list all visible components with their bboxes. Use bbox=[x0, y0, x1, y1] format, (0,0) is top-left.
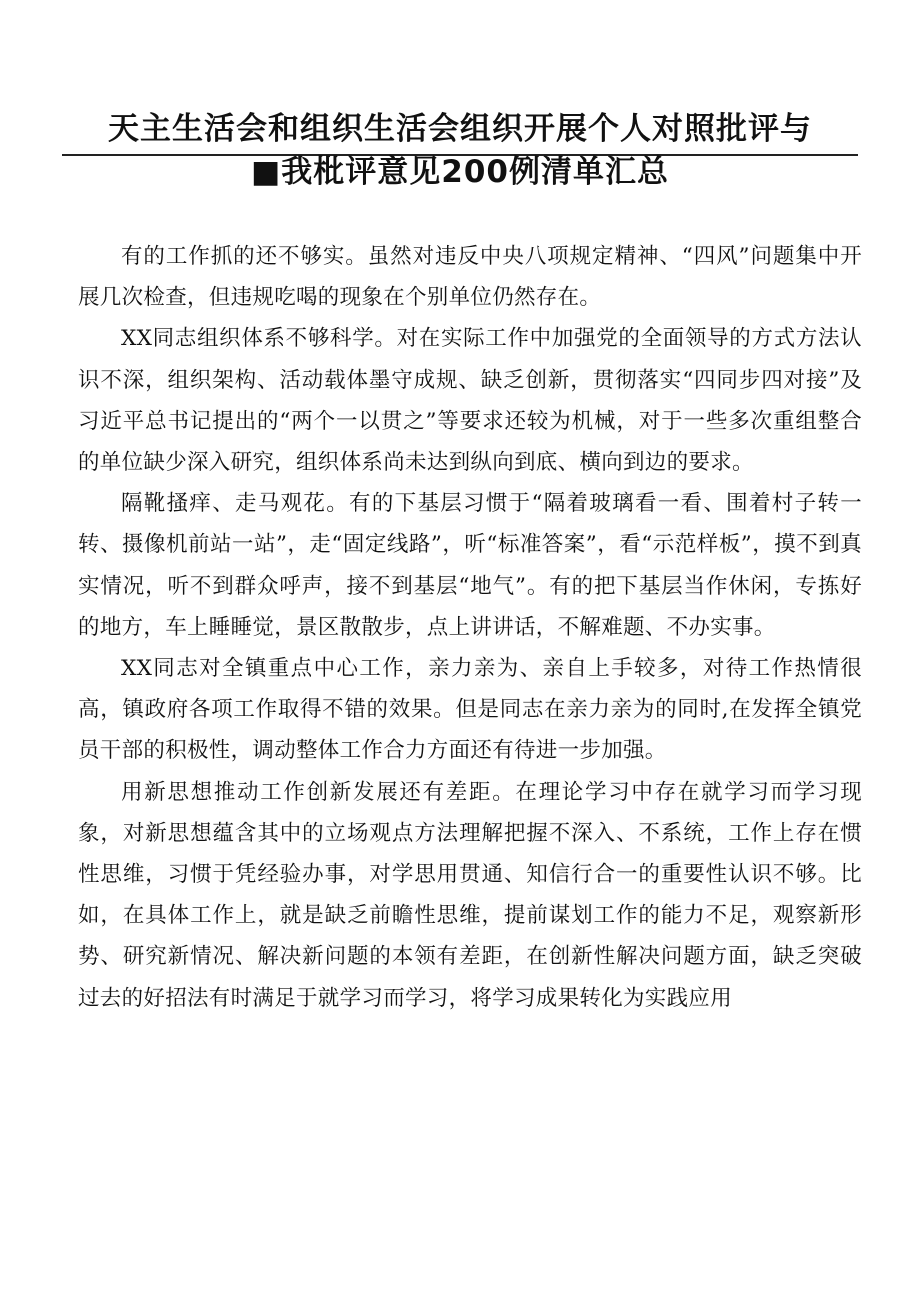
paragraph-5: 用新思想推动工作创新发展还有差距。在理论学习中存在就学习而学习现象，对新思想蕴含其中的立场观点方法理解把握不深入、不系统，工作上存在惯性思维，习惯于凭经验办事，对学思用贯通、知信行合一的重要性认识不够。比如，在具体工作上，就是缺乏前瞻性思维，提前谋划工作的能力不足，观察新形势、研究新情况、解决新问题的本领有差距，在创新性解决问题方面，缺乏突破过去的好招法有时满足于就学习而学习，将学习成果转化为实践应用 bbox=[78, 779, 862, 1011]
document-title-line-2 bbox=[60, 147, 860, 197]
title-text-1: 天主生活会和组织生活会组织开展个人对照批评与 bbox=[108, 111, 812, 147]
paragraph-1: 有的工作抓的还不够实。虽然对违反中央八项规定精神、“四风”问题集中开展几次检查，但违规吃喝的现象在个别单位仍然存在。 bbox=[78, 244, 862, 311]
paragraph-4: XX同志对全镇重点中心工作，亲力亲为、亲自上手较多，对待工作热情很高，镇政府各项工作取得不错的效果。但是同志在亲力亲为的同时,在发挥全镇党员干部的积极性，调动整体工作合力方面还有待进一步加强。 bbox=[78, 656, 862, 764]
paragraph-2: XX同志组织体系不够科学。对在实际工作中加强党的全面领导的方式方法认识不深，组织架构、活动载体墨守成规、缺乏创新，贯彻落实“四同步四对接”及习近平总书记提出的“两个一以贯之”等要求还较为机械，对于一些多次重组整合的单位缺少深入研究，组织体系尚未达到纵向到底、横向到边的要求。 bbox=[78, 326, 862, 476]
document-body bbox=[78, 236, 862, 1019]
paragraph-3: 隔靴搔痒、走马观花。有的下基层习惯于“隔着玻璃看一看、围着村子转一转、摄像机前站一站”，走“固定线路”，听“标准答案”，看“示范样板”，摸不到真实情况，听不到群众呼声，接不到基层“地气”。有的把下基层当作休闲，专拣好的地方，车上睡睡觉，景区散散步，点上讲讲话，不解难题、不办实事。 bbox=[78, 491, 862, 640]
title-text-2: ■我枇评意见200例清单汇总 bbox=[251, 154, 669, 190]
